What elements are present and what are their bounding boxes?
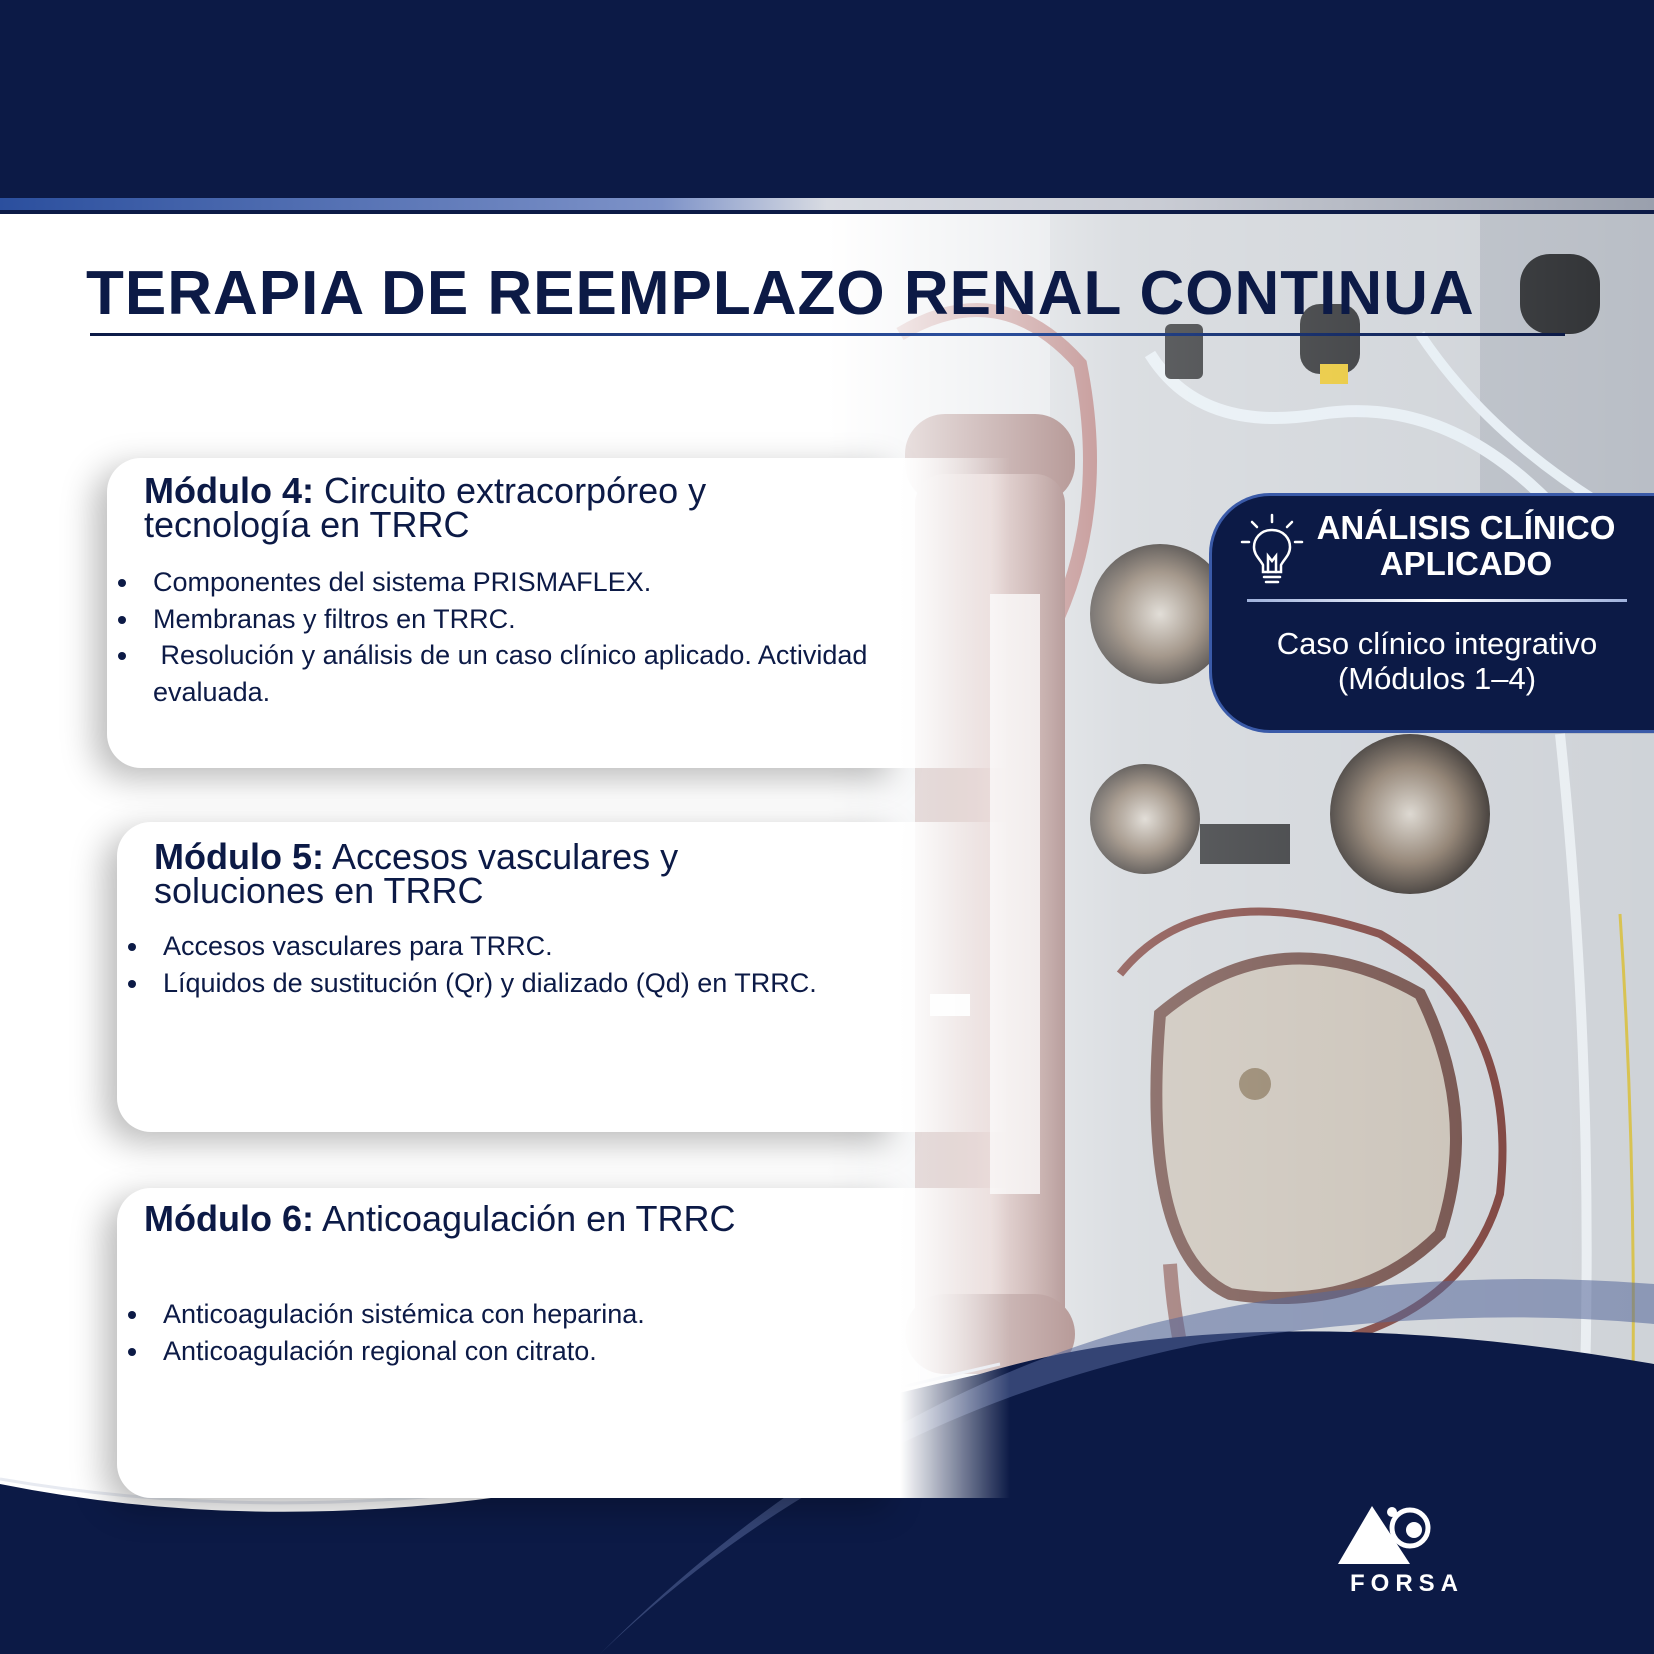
callout-heading: ANÁLISIS CLÍNICO APLICADO [1316,509,1616,582]
page-title: TERAPIA DE REEMPLAZO RENAL CONTINUA [86,259,1475,328]
module-5-topic: • Líquidos de sustitución (Qr) y dializado (Qd) en TRRC. [151,965,871,1002]
callout-divider [1247,599,1627,602]
module-5-label: Módulo 5: [154,836,324,877]
module-4-topic: • Resolución y análisis de un caso clínico aplicado. Actividad evaluada. [141,637,901,710]
module-6-label: Módulo 6: [144,1198,314,1239]
module-4-heading [144,470,844,545]
module-5-title: Accesos vasculares y soluciones en TRRC [154,836,679,911]
module-4-label: Módulo 4: [144,470,314,511]
module-6-topics [127,1296,891,1369]
title-underline [90,333,1565,336]
module-card-5 [117,822,900,1132]
module-4-topic: • Membranas y filtros en TRRC. [141,601,901,638]
module-6-heading [144,1198,884,1239]
module-5-topic: • Accesos vasculares para TRRC. [151,928,871,965]
module-card-4 [107,458,900,768]
module-6-topic: • Anticoagulación regional con citrato. [151,1333,891,1370]
module-4-topic: • Componentes del sistema PRISMAFLEX. [141,564,901,601]
module-card-6 [117,1188,900,1498]
forsa-logo-icon [1320,1498,1480,1568]
module-6-topic: • Anticoagulación sistémica con heparina. [151,1296,891,1333]
callout-body: Caso clínico integrativo (Módulos 1–4) [1276,626,1598,696]
logo-wordmark: FORSA [1350,1570,1464,1597]
module-6-title: Anticoagulación en TRRC [321,1198,736,1239]
module-5-topics [127,928,871,1001]
header-stripe [0,198,1654,210]
clinical-analysis-callout [1212,496,1654,730]
lightbulb-icon [1240,512,1304,588]
module-5-heading [154,836,794,911]
module-4-topics [117,564,901,710]
module-4-title: Circuito extracorpóreo y tecnología en TRRC [144,470,707,545]
